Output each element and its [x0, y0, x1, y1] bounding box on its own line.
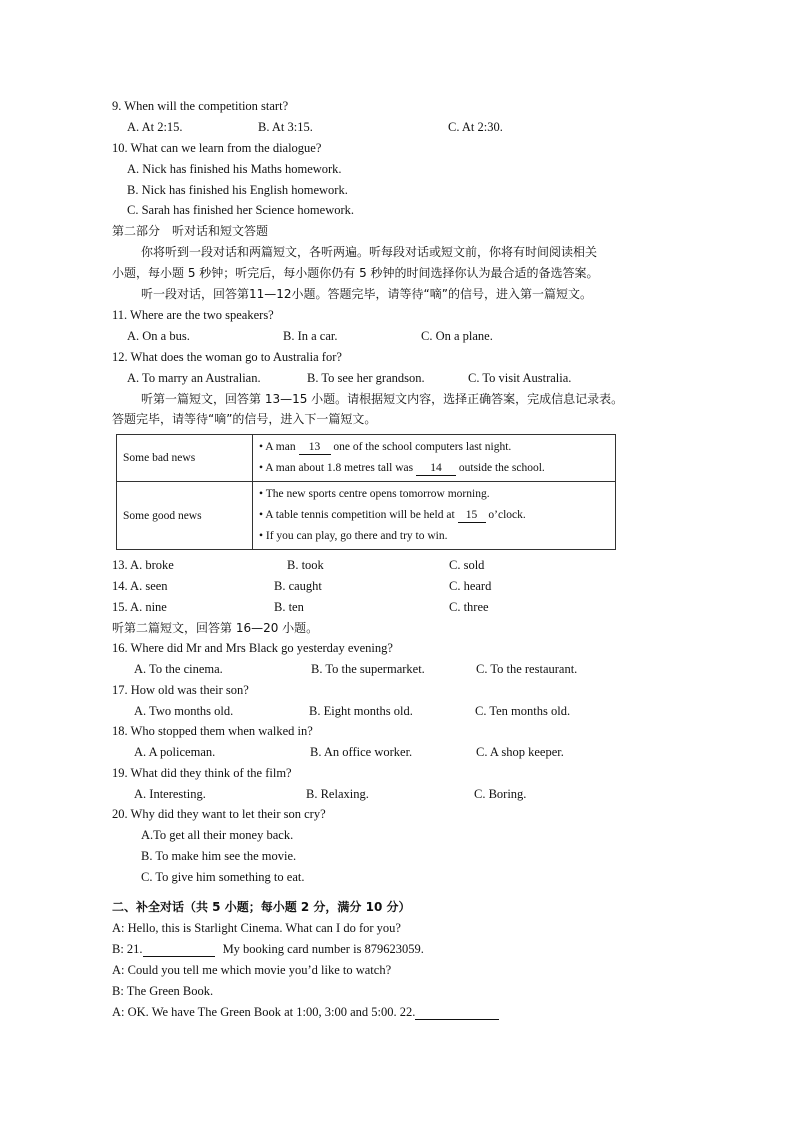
q16-option-b: B. To the supermarket. — [311, 662, 425, 676]
q14-option-a: 14. A. seen — [112, 579, 168, 593]
q18-option-a: A. A policeman. — [134, 745, 216, 759]
good-news-item-2 — [259, 505, 609, 526]
q14-option-b: B. caught — [274, 579, 322, 593]
q12-option-c: C. To visit Australia. — [468, 371, 572, 385]
section2-title: 二、补全对话（共 5 小题；每小题 2 分，满分 10 分） — [112, 900, 411, 914]
q15-option-c: C. three — [449, 600, 489, 614]
blank-14[interactable]: 14 — [416, 462, 456, 476]
q19-option-b: B. Relaxing. — [306, 787, 369, 801]
dialog-line-2 — [112, 941, 424, 957]
part2-intro-line1: 你将听到一段对话和两篇短文，各听两遍。听每段对话或短文前，你将有时间阅读相关 — [141, 245, 598, 259]
dialog-line-2-pre: B: 21. — [112, 942, 143, 956]
blank-15[interactable]: 15 — [458, 509, 486, 523]
good-news-items — [253, 482, 616, 550]
good-news-row — [117, 482, 616, 550]
good2-text-post: o’clock. — [488, 509, 526, 521]
good-news-item-3: • If you can play, go there and try to win. — [259, 530, 448, 542]
passage2-instruction: 听第二篇短文，回答第 16—20 小题。 — [112, 621, 319, 635]
bad2-text-pre: • A man about 1.8 metres tall was — [259, 462, 414, 474]
q11-option-c: C. On a plane. — [421, 329, 493, 343]
q19-option-a: A. Interesting. — [134, 787, 206, 801]
blank-21[interactable] — [143, 943, 215, 957]
q20-option-b: B. To make him see the movie. — [141, 849, 297, 863]
question-10-stem: 10. What can we learn from the dialogue? — [112, 141, 322, 155]
q17-option-a: A. Two months old. — [134, 704, 234, 718]
passage1-instruction-line2: 答题完毕，请等待“嘀”的信号，进入下一篇短文。 — [112, 412, 377, 426]
q9-option-a: A. At 2:15. — [127, 120, 183, 134]
q20-option-c: C. To give him something to eat. — [141, 870, 305, 884]
q17-option-c: C. Ten months old. — [475, 704, 571, 718]
question-18-stem: 18. Who stopped them when walked in? — [112, 724, 313, 738]
good-news-label: Some good news — [117, 482, 253, 550]
dialog-line-5-text: A: OK. We have The Green Book at 1:00, 3:00 and 5:00. 22. — [112, 1005, 416, 1019]
question-16-stem: 16. Where did Mr and Mrs Black go yesterday evening? — [112, 641, 393, 655]
dialog-line-3: A: Could you tell me which movie you’d like to watch? — [112, 963, 392, 977]
q10-option-a: A. Nick has finished his Maths homework. — [127, 162, 342, 176]
question-9-stem: 9. When will the competition start? — [112, 99, 289, 113]
q9-option-c: C. At 2:30. — [448, 120, 503, 134]
q13-option-b: B. took — [287, 558, 324, 572]
q18-option-b: B. An office worker. — [310, 745, 413, 759]
question-19-stem: 19. What did they think of the film? — [112, 766, 292, 780]
passage1-instruction-line1: 听第一篇短文，回答第 13—15 小题。请根据短文内容，选择正确答案，完成信息记录表。 — [141, 392, 624, 406]
q10-option-c: C. Sarah has finished her Science homework. — [127, 203, 355, 217]
dialog-line-2-post: My booking card number is 879623059. — [222, 942, 424, 956]
bad-news-label: Some bad news — [117, 435, 253, 482]
good2-text-pre: • A table tennis competition will be held at — [259, 509, 455, 521]
dialog-line-5 — [112, 1004, 499, 1020]
question-11-stem: 11. Where are the two speakers? — [112, 308, 274, 322]
part2-intro-line2: 小题，每小题 5 秒钟；听完后，每小题你仍有 5 秒钟的时间选择你认为最合适的备选答案。 — [112, 266, 599, 280]
info-record-table — [116, 434, 616, 550]
q13-option-c: C. sold — [449, 558, 485, 572]
q12-option-b: B. To see her grandson. — [307, 371, 425, 385]
dialog-instruction: 听一段对话，回答第11—12小题。答题完毕，请等待“嘀”的信号，进入第一篇短文。 — [141, 287, 592, 301]
bad2-text-post: outside the school. — [458, 462, 545, 474]
dialog-line-1: A: Hello, this is Starlight Cinema. What can I do for you? — [112, 921, 401, 935]
question-12-stem: 12. What does the woman go to Australia for? — [112, 350, 342, 364]
q16-option-a: A. To the cinema. — [134, 662, 223, 676]
blank-22[interactable] — [415, 1006, 499, 1020]
question-17-stem: 17. How old was their son? — [112, 683, 249, 697]
dialog-line-4: B: The Green Book. — [112, 984, 214, 998]
bad-news-row — [117, 435, 616, 482]
q12-option-a: A. To marry an Australian. — [127, 371, 261, 385]
q10-option-b: B. Nick has finished his English homework. — [127, 183, 348, 197]
bad-news-item-1 — [259, 437, 609, 458]
part2-title: 第二部分 听对话和短文答题 — [112, 224, 269, 238]
bad-news-item-2 — [259, 458, 609, 479]
q19-option-c: C. Boring. — [474, 787, 527, 801]
q11-option-b: B. In a car. — [283, 329, 338, 343]
q18-option-c: C. A shop keeper. — [476, 745, 564, 759]
blank-13[interactable]: 13 — [299, 441, 331, 455]
q15-option-b: B. ten — [274, 600, 304, 614]
good-news-item-1: • The new sports centre opens tomorrow morning. — [259, 488, 490, 500]
bad1-text-post: one of the school computers last night. — [333, 441, 512, 453]
q14-option-c: C. heard — [449, 579, 492, 593]
question-20-stem: 20. Why did they want to let their son cry? — [112, 807, 326, 821]
q11-option-a: A. On a bus. — [127, 329, 190, 343]
q13-option-a: 13. A. broke — [112, 558, 174, 572]
bad1-text-pre: • A man — [259, 441, 296, 453]
q9-option-b: B. At 3:15. — [258, 120, 313, 134]
bad-news-items — [253, 435, 616, 482]
q17-option-b: B. Eight months old. — [309, 704, 413, 718]
q15-option-a: 15. A. nine — [112, 600, 167, 614]
q16-option-c: C. To the restaurant. — [476, 662, 578, 676]
q20-option-a: A.To get all their money back. — [141, 828, 294, 842]
